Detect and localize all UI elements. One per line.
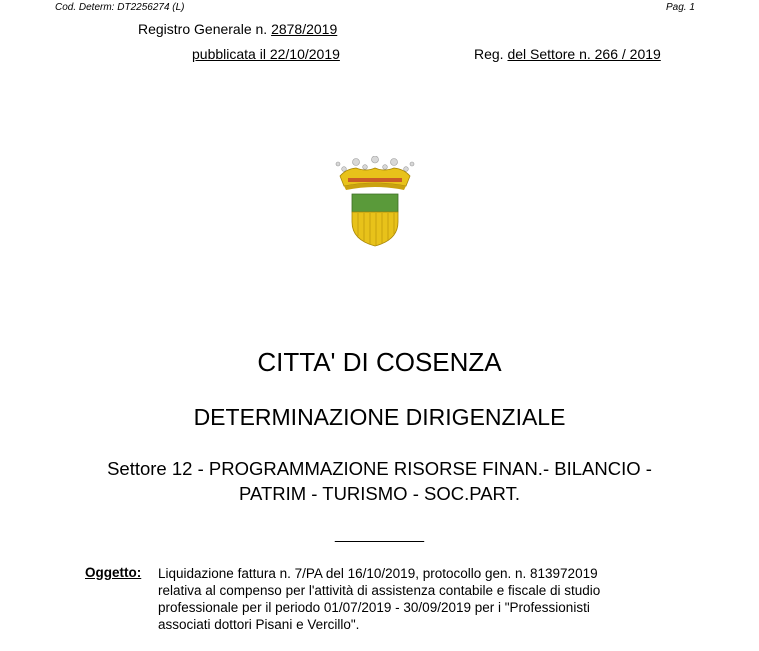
reg-label: Reg. xyxy=(474,46,504,62)
oggetto-line-1: Liquidazione fattura n. 7/PA del 16/10/2019, protocollo gen. n. 813972019 xyxy=(158,566,598,581)
city-crest-icon xyxy=(334,156,416,250)
shield-top xyxy=(352,194,398,212)
document-type: DETERMINAZIONE DIRIGENZIALE xyxy=(193,404,566,430)
pubblicata-date: pubblicata il 22/10/2019 xyxy=(192,46,340,62)
sector-line-1: Settore 12 - PROGRAMMAZIONE RISORSE FINAN.- BILANCIO - xyxy=(107,458,652,479)
crown-band xyxy=(348,178,402,182)
oggetto-line-4: associati dottori Pisani e Vercillo". xyxy=(158,617,360,632)
oggetto-text xyxy=(158,565,718,633)
oggetto-line-2: relativa al compenso per l'attività di assistenza contabile e fiscale di studio xyxy=(158,583,601,598)
separator: __________ xyxy=(335,526,424,543)
cod-determ: Cod. Determ: DT2256274 (L) xyxy=(55,2,185,13)
reg-settore xyxy=(474,46,661,62)
city-title: CITTA' DI COSENZA xyxy=(257,347,502,377)
oggetto-label: Oggetto: xyxy=(85,565,142,580)
registro-label: Registro Generale n. xyxy=(138,21,268,37)
oggetto-line-3: professionale per il periodo 01/07/2019 - 30/09/2019 per i "Professionisti xyxy=(158,600,590,615)
reg-settore-number: del Settore n. 266 / 2019 xyxy=(507,46,661,62)
registro-generale xyxy=(138,21,337,37)
page-number: Pag. 1 xyxy=(666,2,695,13)
shield-bottom xyxy=(352,212,398,246)
sector-line-2: PATRIM - TURISMO - SOC.PART. xyxy=(239,483,520,504)
registro-number: 2878/2019 xyxy=(271,21,338,37)
